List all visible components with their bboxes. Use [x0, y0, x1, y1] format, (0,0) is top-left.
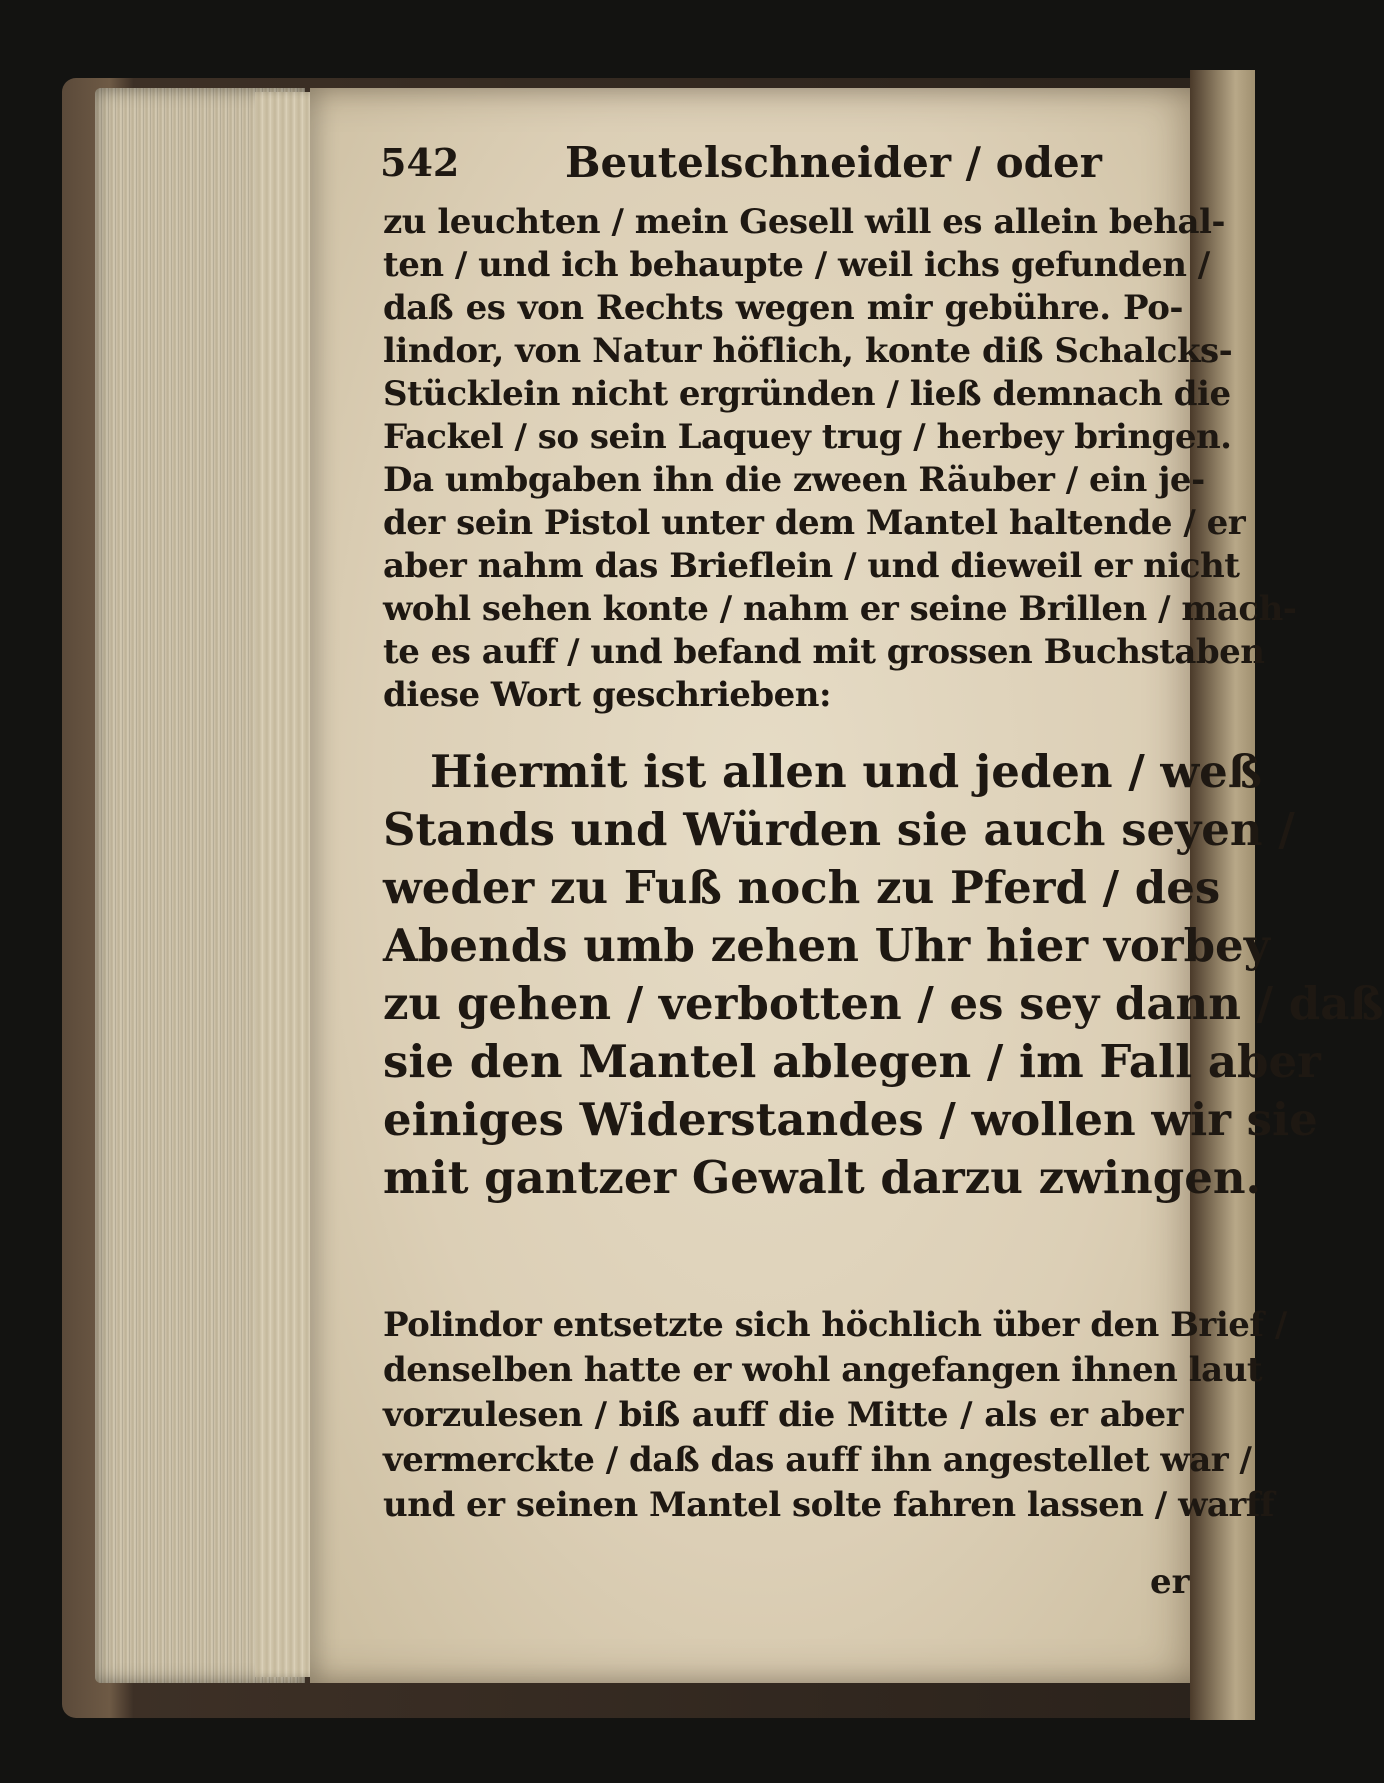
- text-line: und er seinen Mantel solte fahren lassen / warff: [383, 1485, 1275, 1525]
- text-line: Stücklein nicht ergründen / ließ demnach die: [383, 374, 1231, 414]
- text-line: vermerckte / daß das auff ihn angestellet war /: [383, 1440, 1252, 1480]
- notice-line: zu gehen / verbotten / es sey dann / daß: [383, 977, 1384, 1030]
- text-line: Polindor entsetzte sich höchlich über den Brief /: [383, 1305, 1287, 1345]
- page-number: 542: [380, 140, 460, 185]
- text-line: Fackel / so sein Laquey trug / herbey bringen.: [383, 417, 1232, 457]
- notice-line: Hiermit ist allen und jeden / weß: [430, 745, 1262, 798]
- notice-line: Stands und Würden sie auch seyen /: [383, 803, 1295, 856]
- text-line: aber nahm das Brieflein / und dieweil er nicht: [383, 546, 1240, 586]
- text-line: zu leuchten / mein Gesell will es allein behal-: [383, 202, 1226, 242]
- text-line: denselben hatte er wohl angefangen ihnen laut: [383, 1350, 1263, 1390]
- text-line: wohl sehen konte / nahm er seine Brillen / mach-: [383, 589, 1297, 629]
- text-line: daß es von Rechts wegen mir gebühre. Po-: [383, 288, 1183, 328]
- text-line: te es auff / und befand mit grossen Buchstaben: [383, 632, 1265, 672]
- text-line: vorzulesen / biß auff die Mitte / als er aber: [383, 1395, 1183, 1435]
- notice-line: einiges Widerstandes / wollen wir sie: [383, 1093, 1318, 1146]
- notice-line: mit gantzer Gewalt darzu zwingen.: [383, 1151, 1262, 1204]
- text-line: der sein Pistol unter dem Mantel haltende / er: [383, 503, 1246, 543]
- notice-line: sie den Mantel ablegen / im Fall aber: [383, 1035, 1321, 1088]
- text-line: lindor, von Natur höflich, konte diß Schalcks-: [383, 331, 1233, 371]
- text-line: Da umbgaben ihn die zween Räuber / ein je-: [383, 460, 1205, 500]
- notice-line: weder zu Fuß noch zu Pferd / des: [383, 861, 1221, 914]
- text-line: diese Wort geschrieben:: [383, 675, 832, 715]
- catchword: er: [1150, 1562, 1190, 1602]
- running-title: Beutelschneider / oder: [565, 138, 1102, 187]
- text-line: ten / und ich behaupte / weil ichs gefunden /: [383, 245, 1210, 285]
- notice-line: Abends umb zehen Uhr hier vorbey: [383, 919, 1270, 972]
